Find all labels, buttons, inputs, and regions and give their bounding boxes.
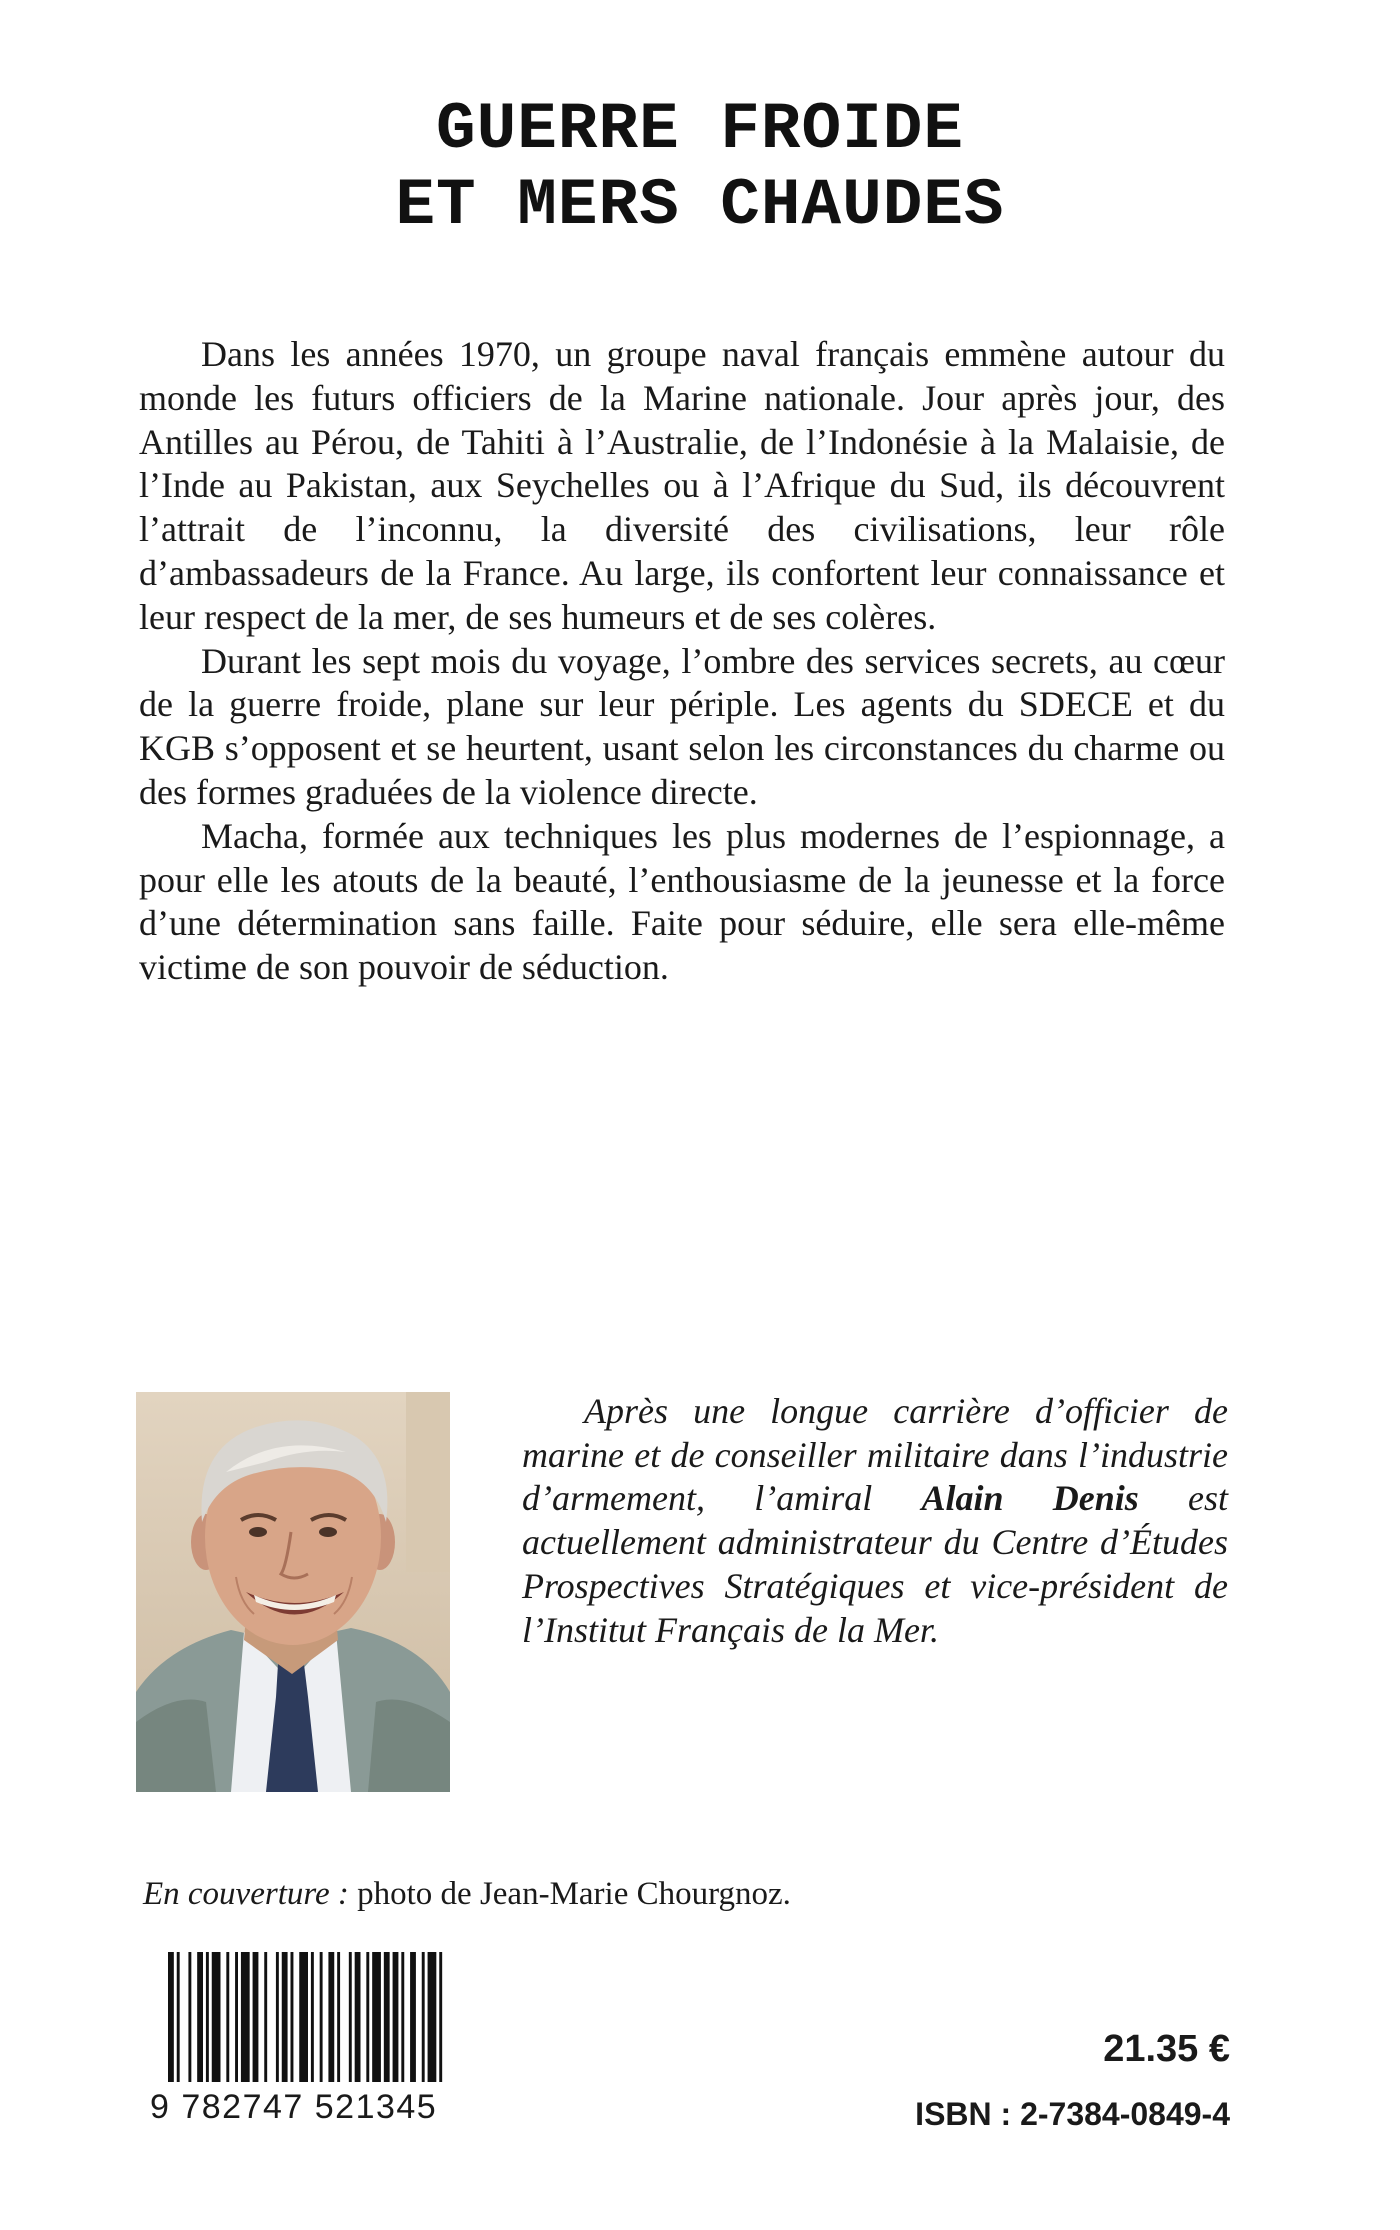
isbn: ISBN : 2-7384-0849-4	[915, 2096, 1230, 2132]
barcode-bar	[241, 1952, 250, 2082]
credit-text: photo de Jean-Marie Chourgnoz.	[348, 1876, 791, 1912]
author-bio-text-end: est actuellement administrateur du Centre d’Études Prospectives Stratégiques et vice-président de l’Institut Français de la Mer.	[522, 1478, 1228, 1650]
blurb-paragraph: Durant les sept mois du voyage, l’ombre des services secrets, au cœur de la guerre froide, plane sur leur périple. Les agents du SDECE et du KGB s’opposent et se heurtent, usant selon les circonstances du charme ou des formes graduées de la violence directe.	[139, 640, 1225, 812]
price: 21.35 €	[1103, 2028, 1230, 2070]
barcode-bar	[253, 1952, 259, 2082]
barcode-bar	[206, 1952, 209, 2082]
barcode-bar	[276, 1952, 279, 2082]
back-cover-blurb	[139, 333, 1225, 990]
barcode-bar	[188, 1952, 191, 2082]
author-bio	[522, 1390, 1228, 1652]
author-name: Alain Denis	[921, 1478, 1139, 1519]
barcode-bar	[428, 1952, 437, 2082]
barcode-digits: 9 782747 521345	[150, 2088, 438, 2126]
author-photo	[136, 1392, 450, 1792]
book-title	[0, 92, 1400, 244]
barcode-bar	[282, 1952, 288, 2082]
barcode-bar	[366, 1952, 369, 2082]
cover-photo-credit	[143, 1876, 791, 1913]
book-title-line-2: ET MERS CHAUDES	[395, 168, 1005, 243]
blurb-paragraph: Dans les années 1970, un groupe naval français emmène autour du monde les futurs officiers de la Marine nationale. Jour après jour, des Antilles au Pérou, de Tahiti à l’Australie, de l’Indonésie à la Malaisie, de l’Inde au Pakistan, aux Seychelles ou à l’Afrique du Sud, ils découvrent l’attrait de l’inconnu, la diversité des civilisations, leur rôle d’ambassadeurs de la France. Au large, ils confortent leur connaissance et leur respect de la mer, de ses humeurs et de ses colères.	[139, 334, 1225, 637]
barcode-bar	[226, 1952, 229, 2082]
barcode-bar	[355, 1952, 361, 2082]
blurb-paragraph: Macha, formée aux techniques les plus modernes de l’espionnage, a pour elle les atouts de la beauté, l’enthousiasme de la jeunesse et la force d’une détermination sans faille. Faite pour séduire, elle sera elle-même victime de son pouvoir de séduction.	[139, 815, 1225, 988]
barcode-bar	[320, 1952, 323, 2082]
barcode-bar	[337, 1952, 340, 2082]
barcode-bar	[393, 1952, 399, 2082]
barcode	[168, 1952, 448, 2082]
barcode-bar	[177, 1952, 180, 2082]
barcode-bar	[349, 1952, 352, 2082]
barcode-bar	[197, 1952, 203, 2082]
barcode-bar	[311, 1952, 314, 2082]
author-bio-text-start: Après une longue carrière d’officier de marine et de conseiller militaire dans l’industrie d’armement, l’amiral	[522, 1391, 1228, 1519]
barcode-bar	[439, 1952, 442, 2082]
barcode-bar	[410, 1952, 416, 2082]
barcode-bar	[372, 1952, 381, 2082]
barcode-bar	[212, 1952, 221, 2082]
barcode-bar	[328, 1952, 334, 2082]
barcode-bar	[299, 1952, 308, 2082]
barcode-bar	[422, 1952, 425, 2082]
barcode-bar	[384, 1952, 390, 2082]
barcode-bar	[235, 1952, 238, 2082]
book-title-line-1: GUERRE FROIDE	[436, 92, 964, 167]
credit-label: En couverture :	[143, 1876, 349, 1912]
barcode-bar	[264, 1952, 267, 2082]
barcode-bar	[401, 1952, 404, 2082]
barcode-bar	[291, 1952, 294, 2082]
barcode-bar	[168, 1952, 174, 2082]
